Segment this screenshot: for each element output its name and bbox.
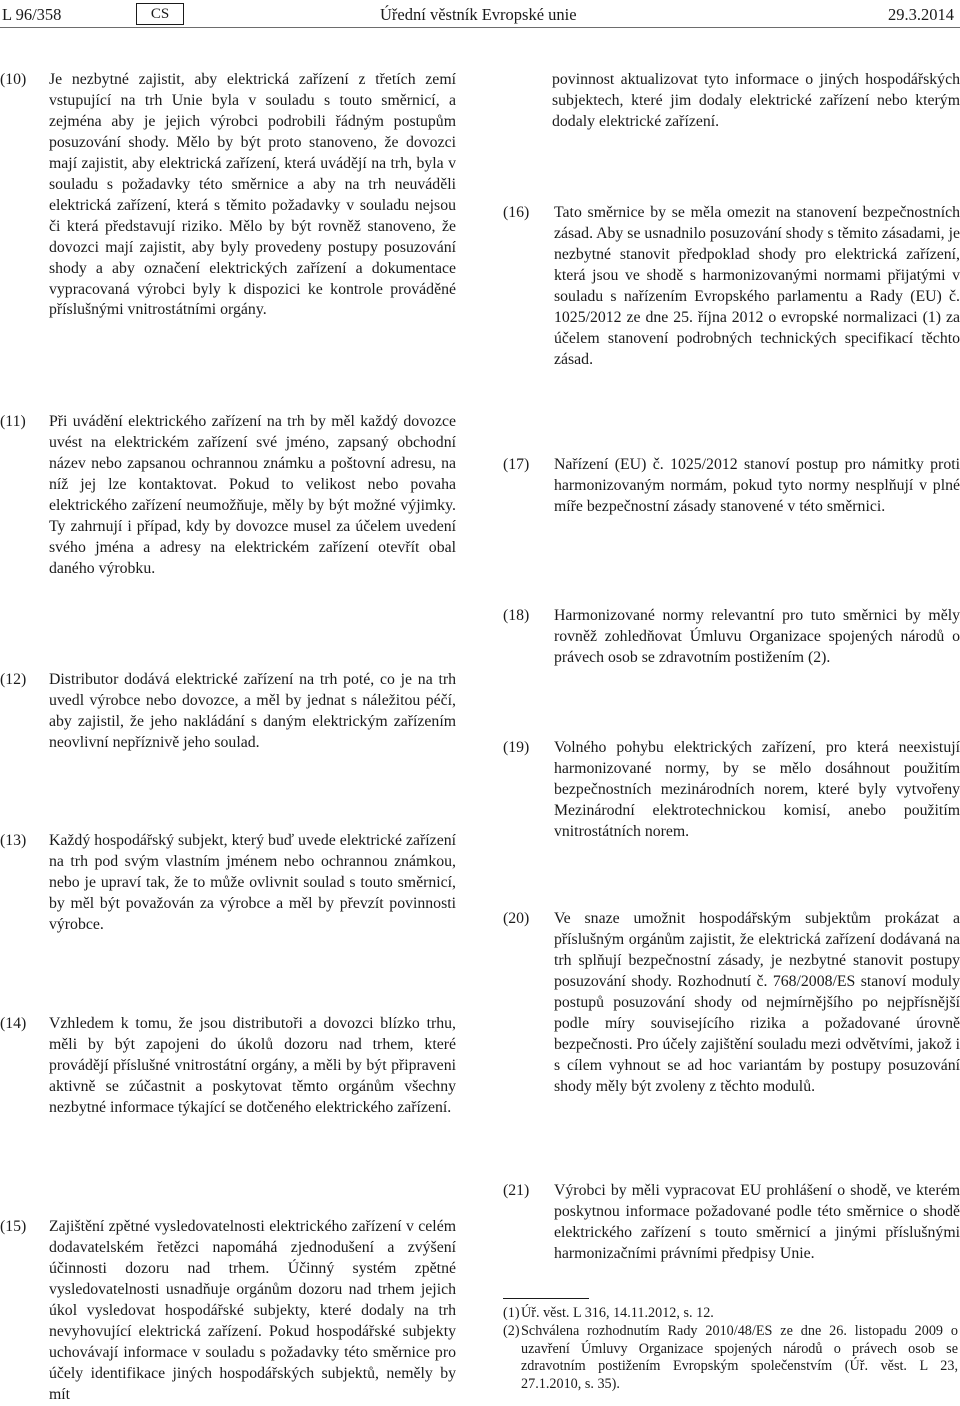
journal-title: Úřední věstník Evropské unie [380, 5, 577, 24]
recital-text: Je nezbytné zajistit, aby elektrická zařízení z třetích zemí vstupující na trh Unie byla v souladu s touto směrnicí, a zejména aby je jejich výrobci podrobili řádným postupům posuzování shody. Mělo by být proto stanoveno, že dovozci mají zajistit, aby elektrická zařízení, která uvádějí na trh, byla v souladu s požadavky této směrnice a aby na trh neuváděli elektrická zařízení, která s těmito požadavky v souladu nejsou či která představují riziko. Mělo by být rovněž stanoveno, že dovozci mají zajistit, aby byly provedeny postupy posuzování shody a aby označení elektrických zařízení a dokumentace vypracovaná výrobci byly k dispozici ke kontrole prováděné příslušnými vnitrostátními orgány. [49, 71, 456, 319]
recital-text: Výrobci by měli vypracovat EU prohlášení o shodě, ve kterém poskytnou informace požadované podle této směrnice o shodě elektrického zařízení s touto směrnicí a jinými příslušnými harmonizačními právními předpisy Unie. [554, 1182, 960, 1262]
recital-number: (21) [503, 1182, 530, 1199]
recital-number: (11) [0, 413, 26, 430]
recital-number: (15) [0, 1218, 27, 1235]
recital-number: (13) [0, 832, 27, 849]
recital-text: Vzhledem k tomu, že jsou distributoři a dovozci blízko trhu, měli by být zapojeni do úkolů dozoru nad trhem, které provádějí příslušné vnitrostátní orgány, a měli by být připraveni aktivně se zúčastnit a poskytovat těmto orgánům všechny nezbytné informace týkající se dotčeného elektrického zařízení. [49, 1015, 456, 1116]
recital-text [554, 203, 960, 371]
footnote-text: Schválena rozhodnutím Rady 2010/48/ES ze dne 26. listopadu 2009 o uzavření Úmluvy Organizace spojených národů o právech osob se zdravotním postižením Evropským společenstvím (Úř. věst. L 23, 27.1.2010, s. 35). [521, 1323, 958, 1392]
language-badge: CS [136, 3, 184, 25]
recital-text: Nařízení (EU) č. 1025/2012 stanoví postup pro námitky proti harmonizovaným normám, pokud tyto normy nesplňují v plné míře bezpečnostní zásady stanovené v této směrnici. [554, 456, 960, 515]
footnote-number: (2) [503, 1323, 520, 1339]
recital-text: Zajištění zpětné vysledovatelnosti elektrického zařízení v celém dodavatelském řetězci napomáhá zjednodušení a zvýšení účinnosti dozoru nad trhem. Účinný systém zpětné vysledovatelnosti usnadňuje orgánům dozoru nad trhem jejich úkol vysledovat hospodářské subjekty, které dodaly na trh nevyhovující elektrická zařízení. Pokud hospodářské subjekty uchovávají informace v souladu s požadavky této směrnice pro účely identifikace jiných hospodářských subjektů, neměly by mít [49, 1218, 456, 1403]
footnote-number: (1) [503, 1305, 520, 1321]
footnote-rule [503, 1298, 589, 1299]
recital-number: (20) [503, 910, 530, 927]
recital-number: (17) [503, 456, 530, 473]
recital-number: (19) [503, 739, 530, 756]
recital-text-body: Tato směrnice by se měla omezit na stanovení bezpečnostních zásad. Aby se usnadnilo posuzování shody s těmito zásadami, je nezbytné stanovit předpoklad shody pro elektrická zařízení, která jsou ve shodě s harmonizovanými normami přijatými v souladu s nařízením Evropského parlamentu a Rady (EU) č. 1025/2012 ze dne 25. října 2012 o evropské normalizaci (1) za účelem stanovení podrobných technických specifikací těchto zásad. [554, 204, 960, 368]
recital-text: Distributor dodává elektrické zařízení na trh poté, co je na trh uvedl výrobce nebo dovozce, a měl by jednat s náležitou péčí, aby zajistil, že jeho nakládání s daným elektrickým zařízením neovlivní nepříznivě jeho soulad. [49, 671, 456, 751]
recital-text: Ve snaze umožnit hospodářským subjektům prokázat a příslušným orgánům zajistit, že elektrická zařízení dodávaná na trh splňují bezpečnostní zásady, je nezbytné stanovit postupy posuzování shody. Rozhodnutí č. 768/2008/ES stanoví moduly postupů posuzování shody od nejmírnějšího po nejpřísnější podle míry souvisejícího rizika a požadované úrovně bezpečnosti. Pro účely zajištění souladu mezi odvětvími, jakož i s cílem vyhnout se ad hoc variantám by postupy posuzování shody měly být zvoleny z těchto modulů. [554, 910, 960, 1095]
recital-number: (16) [503, 204, 530, 221]
publication-date: 29.3.2014 [888, 5, 954, 24]
page-reference: L 96/358 [2, 5, 62, 24]
recital-number: (18) [503, 607, 530, 624]
recital-number: (14) [0, 1015, 27, 1032]
recital-text: Harmonizované normy relevantní pro tuto směrnici by měly rovněž zohledňovat Úmluvu Organizace spojených národů o právech osob se zdravotním postižením (2). [554, 607, 960, 666]
recital-number: (12) [0, 671, 27, 688]
recital-text: Volného pohybu elektrických zařízení, pro která neexistují harmonizované normy, by se mělo dosáhnout použitím bezpečnostních mezinárodních norem, které byly vytvořeny Mezinárodní elektrotechnickou komisí, anebo použitím vnitrostátních norem. [554, 739, 960, 840]
recital-number: (10) [0, 71, 27, 88]
page-header [0, 4, 960, 26]
recital-10 [0, 70, 456, 328]
header-rule [0, 27, 960, 28]
recital-text: povinnost aktualizovat tyto informace o jiných hospodářských subjektech, které jim dodaly elektrické zařízení nebo kterým dodaly elektrické zařízení. [552, 71, 960, 130]
recital-text: Každý hospodářský subjekt, který buď uvede elektrické zařízení na trh pod svým vlastním jménem nebo ochrannou známkou, nebo je upraví tak, že to může ovlivnit soulad s touto směrnicí, by měl být považován za výrobce a měl by převzít povinnosti výrobce. [49, 832, 456, 933]
footnote-text: Úř. věst. L 316, 14.11.2012, s. 12. [521, 1305, 714, 1321]
recital-text: Při uvádění elektrického zařízení na trh by měl každý dovozce uvést na elektrickém zařízení své jméno, zapsaný obchodní název nebo zapsanou ochrannou známku a poštovní adresu, na níž jej lze kontaktovat. Pokud to velikost nebo povaha elektrického zařízení neumožňuje, měly by být možné výjimky. Ty zahrnují i případ, kdy by dovozce musel za účelem uvedení svého jména a adresy na elektrickém zařízení otevřít obal daného výrobku. [49, 413, 456, 577]
